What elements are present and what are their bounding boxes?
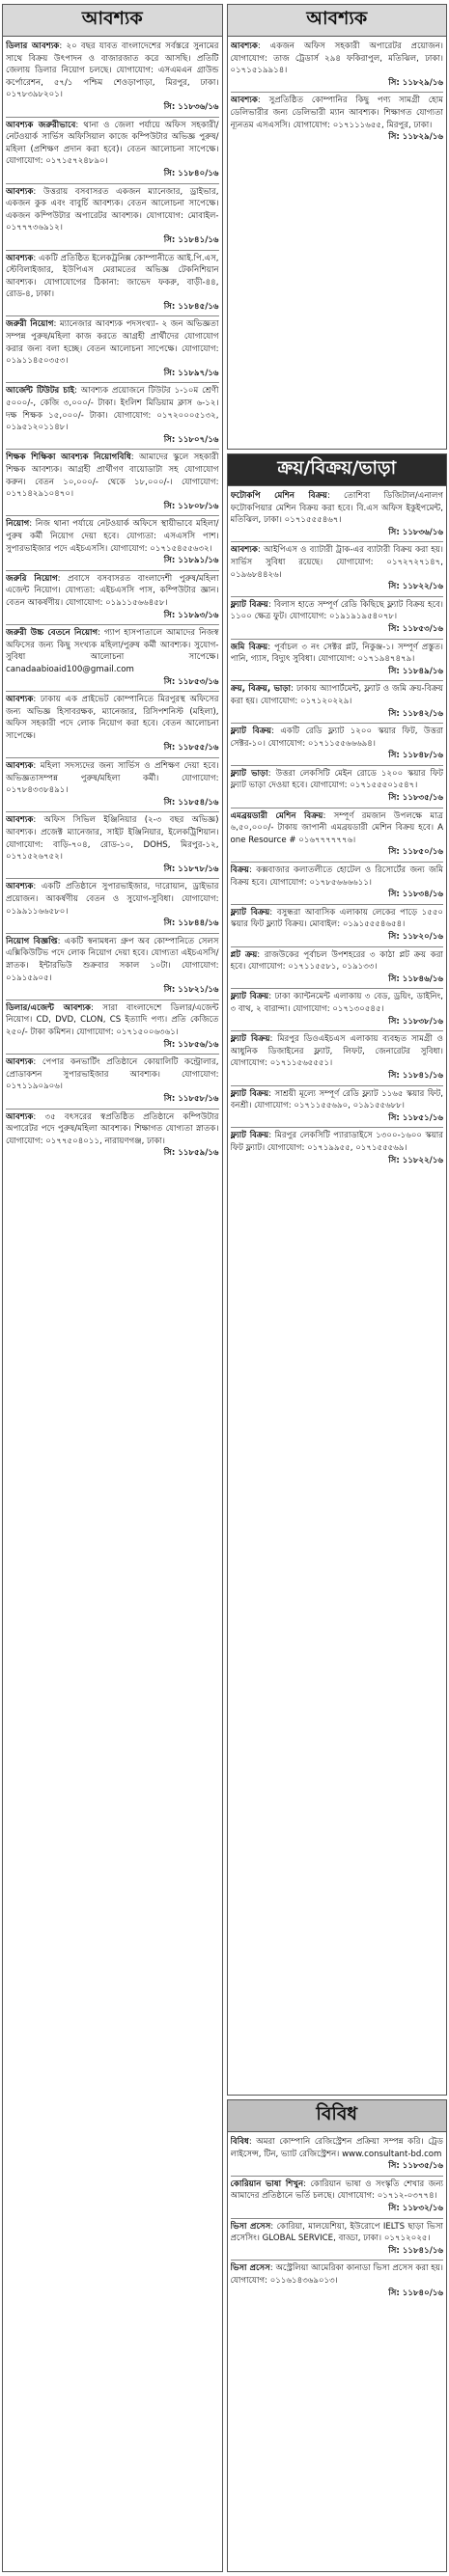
right-top-ad-list [228, 37, 447, 149]
ad-body: : একজন অফিস সহকারী অপারেটর প্রয়োজন। যোগাযোগ: তাজ ট্রেডার্স ২৯৪ ফকিরাপুল, মতিঝিল, ঢাকা। ০১৭১৫১৯৯১৪। [230, 41, 443, 76]
classified-ad [6, 516, 219, 570]
classified-ad [231, 2219, 444, 2261]
ad-body: : নিজ থানা পর্যায়ে নেটওয়ার্ক অফিসে স্থায়ীভাবে মহিলা/পুরুষ কর্মী নিয়োগ দেয়া হবে। যোগ্যতা: এসএসসি পাশ। সুপারভাইজার পদে এইচএসসি। যোগাযোগ: ০১৭১৫৪৫৫৬৩২। [6, 519, 219, 554]
ad-body: : একটি রেডি ফ্ল্যাট ১২০০ স্কয়ার ফিট, উত্তরা সেক্টর-১০। যোগাযোগ: ০১৭১১৫৫৬৬৬৯৪। [230, 726, 443, 749]
ad-code: সি: ১১৮৩৫/১৬ [388, 793, 443, 804]
ad-title: জমি বিক্রয় [230, 642, 268, 652]
ad-body: : সুপ্রতিষ্ঠিত কোম্পানির কিছু পণ্য সামগ্রী হোম ডেলিভারীর জন্য ডেলিভারী ম্যান আবশ্যক। শিক্ষাগত যোগ্যতা ন্যূনতম এসএসসি। যোগাযোগ: ০১৭১১১৬৫৫, মিরপুর, ঢাকা। [230, 96, 443, 130]
ad-title: ভিসা প্রসেস [230, 2263, 270, 2274]
ad-code: সি: ১১৮৫৪/১৬ [163, 797, 219, 808]
right-top-section [227, 4, 448, 450]
ad-body: : একটি স্বনামধন্য গ্রুপ অব কোম্পানিতে সেলস এক্সিকিউটিভ পদে লোক নিয়োগ দেয়া হবে। যোগ্যতা এইচএসসি/স্নাতক। ইন্টারভিউ শুক্রবার সকাল ১০টা। যোগাযোগ: ০১৯১৫৯০৫। [6, 936, 219, 983]
classified-ad [6, 934, 219, 1000]
ad-title: ডিলার/এজেন্ট আবশ্যক [6, 1002, 92, 1013]
ad-code: সি: ১১৮৫৩/১৬ [163, 676, 219, 687]
ad-title: আবশ্যক [6, 695, 34, 705]
ad-body: : বিলাস হাতে সম্পূর্ণ রেডি কিছিছে ফ্ল্যাট বিক্রয় হবে। ১১০০ ক্ষেত্র ফুট। যোগাযোগ: ০১৯১৯১৯৫৪০৭৮। [230, 599, 443, 622]
classified-ad [6, 625, 219, 692]
columns [2, 4, 447, 2572]
ad-body: : আমাদের স্কুলে সহকারী শিক্ষক আবশ্যক। আগ্রহী প্রার্থীগণ বায়োডাটা সহ যোগাযোগ করুন। বেতন ১০,০০০/- থেকে ১৮,০০০/-। যোগাযোগ: ০১৭১৪২৯১০৪৭০। [6, 452, 219, 500]
ad-code: সি: ১১৮৩৬/১৬ [388, 527, 443, 537]
ad-title: প্লট ক্রয় [230, 949, 258, 960]
ad-title: জরুরি নিয়োগ [6, 573, 58, 584]
right-top-section-header: আবশ্যক [228, 5, 447, 37]
ad-code: সি: ১১৮৪৯/১৬ [388, 666, 443, 676]
ad-title: ক্রয়, বিক্রয়, ভাড়া [230, 684, 291, 695]
ad-code: সি: ১১৮৩৬/১৬ [163, 101, 219, 112]
ad-body: : একটি প্রতিষ্ঠানে সুপারভাইজার, দারোয়ান, ড্রাইভার প্রয়োজন। আকর্ষণীয় বেতন ও সুযোগ-সুবিধা। যোগাযোগ: ০১৯৯১১৬৬৫৮০। [6, 882, 219, 917]
ad-code: সি: ১১৮০৭/১৬ [163, 434, 219, 445]
classified-ad [6, 1055, 219, 1109]
classified-ad [6, 184, 219, 251]
ad-code: সি: ১১৮২৯/১৬ [388, 77, 443, 88]
ad-body: : অফিস সিভিল ইঞ্জিনিয়ার (২-৩ বছর অভিজ্ঞ) আবশ্যক। প্রজেক্ট ম্যানেজার, সাইট ইঞ্জিনিয়ার, ইলেকট্রিশিয়ান। যোগাযোগ: বাড়ি-৭০৪, রোড-১০, DOHS, মিরপুর-১২, ০১৭১৫২৬৭৫২। [6, 815, 219, 863]
right-mid-section-header: ক্রয়/বিক্রয়/ভাড়া [228, 454, 447, 486]
ad-title: আবশ্যক জরুরীভাবে [6, 120, 76, 130]
classified-ad [231, 640, 444, 682]
ad-title: বিবিধ [230, 2137, 249, 2147]
ad-title: ফটোকপি মেশিন বিক্রয় [230, 491, 327, 501]
ad-code: সি: ১১৮৩৫/১৬ [388, 2161, 443, 2172]
ad-code: সি: ১১৮৩৪/১৬ [388, 890, 443, 900]
ad-code: সি: ১১৮৪২/১৬ [388, 708, 443, 719]
ad-title: নিয়োগ বিজ্ঞপ্তি [6, 936, 58, 946]
ad-body: : কোরিয়া, মালয়েশিয়া, ইউরোপে IELTS ছাড়া ভিসা প্রসেসিং। GLOBAL SERVICE, বাড্ডা, ঢাকা। ০১৭১২০২৫। [230, 2221, 443, 2244]
classified-ad [6, 758, 219, 812]
ad-title: ফ্ল্যাট বিক্রয় [230, 1034, 270, 1045]
ad-code: সি: ১১৮৭৮/১৬ [163, 863, 219, 874]
ad-code: সি: ১১৮৫৮/১৬ [163, 1093, 219, 1104]
ad-body: : আইপিএস ও ব্যাটারী ট্রাক-এর ব্যাটারী বিক্রয় করা হয়। সার্ভিস সুবিধা রয়েছে। যোগাযোগ: ০১৭২৭২৭১৪৭, ০১৯৬৮৪৪২৬। [230, 545, 443, 580]
ad-body: : অস্ট্রেলিয়া আমেরিকা কানাডা ভিসা প্রসেস করা হয়। যোগাযোগ: ০১১৬১৪৩৬৯০১৩। [230, 2263, 443, 2286]
ad-code: সি: ১১৮৪১/১৬ [388, 2245, 443, 2256]
ad-code: সি: ১১৮৪১/১৬ [388, 1070, 443, 1081]
classified-ad [231, 39, 444, 93]
ad-title: আবশ্যক [6, 882, 34, 892]
ad-body: : কক্সবাজার কলাতলীতে হোটেল ও রিসোর্টের জন্য জমি বিক্রয় হবে। যোগাযোগ: ০১৭৮৫৬৬৬৬১১। [230, 865, 443, 888]
ad-code: সি: ১১৮৫৫/১৬ [163, 743, 219, 754]
classified-ad [231, 724, 444, 766]
classified-ad [6, 251, 219, 317]
classified-ad [231, 989, 444, 1031]
ad-body: : থানা ও জেলা পর্যায়ে অফিস সহকারী/নেটওয়ার্ক সার্ভিস অফিসিয়াল কাজে কম্পিউটার অভিজ্ঞ পুরুষ/মহিলা (প্রশিক্ষণ প্রদান করা হবে)। বেতন আলোচনা সাপেক্ষে। যোগাযোগ: ০১৭১৫৭২৪৮৯০। [6, 120, 219, 167]
ad-code: সি: ১১৮২০/১৬ [388, 932, 443, 942]
right-column [227, 4, 448, 2572]
ad-title: ভিসা প্রসেস [230, 2221, 271, 2232]
classified-ad [231, 2134, 444, 2177]
ad-code: সি: ১১৮৪৮/১৬ [388, 751, 443, 761]
classified-ad [231, 488, 444, 542]
ad-code: সি: ১১৮০৮/১৬ [163, 501, 219, 511]
ad-body: : আবশ্যক প্রয়োজনে টিউটর ১-১০ম শ্রেণী ৫০০০/-, কেজি ৩,০০০/- টাকা। ইংলিশ মিডিয়াম ক্লাস ৬-১২। দক্ষ শিক্ষক ১৫,০০০/- টাকা। যোগাযোগ: ০১৭২০০০৫১৩২, ০১৯৫১২০১১৪৮। [6, 386, 219, 433]
left-ad-list [3, 37, 222, 1165]
classified-ad [231, 542, 444, 596]
ad-title: ফ্ল্যাট বিক্রয় [230, 907, 270, 918]
ad-body: : উত্তরায় বসবাসরত একজন ম্যানেজার, ড্রাইভার, একজন কুক এবং বাবুর্চি আবশ্যক। বেতন আলোচনা সাপেক্ষে। একজন কম্পিউটার অপারেটর আবশ্যক। যোগাযোগ: মোবাইল- ০১৭৭৭৩৬৯১২। [6, 186, 219, 233]
classified-ad [6, 383, 219, 450]
ad-code: সি: ১১৮৪০/১৬ [388, 2288, 443, 2298]
left-column [2, 4, 223, 2572]
ad-title: ফ্ল্যাট বিক্রয় [230, 1131, 269, 1141]
classified-ad [231, 808, 444, 863]
classified-ad [231, 766, 444, 808]
ad-code: সি: ১১৮৫০/১৬ [388, 847, 443, 858]
ad-body: : অমরা কোম্পানি রেজিস্ট্রেশন প্রক্রিয়া সম্পন্ন করি। ট্রেড লাইসেন্স, টিন, ভ্যাট রেজিস্ট্রেশন। www.consultant-bd.com [230, 2137, 443, 2159]
ad-body: : বসুন্ধরা আবাসিক এলাকায় লেকের পাড়ে ১৫৫০ স্কয়ার ফিট ফ্ল্যাট বিক্রয়। মোবাইল: ০১৯১৫৫৫৪৬৫৪। [230, 907, 443, 930]
ad-code: সি: ১১৮৩২/১৬ [388, 2203, 443, 2213]
right-bottom-section-header: বিবিধ [228, 2100, 447, 2132]
left-section-header: আবশ্যক [3, 5, 222, 37]
right-mid-ad-list [228, 486, 447, 1171]
ad-body: : সম্পূর্ণ রমজান উপলক্ষে মাত্র ৬,৫০,০০০/- টাকায় জাপানী এমব্রয়ডারী মেশিন বিক্রয় হবে। A one Resource # ০১৬৭৭৭৭৭৭৬। [230, 810, 443, 845]
classified-ad [231, 1086, 444, 1129]
ad-title: বিক্রয় [230, 865, 249, 876]
ad-body: : একটি প্রতিষ্ঠিত ইলেকট্রনিক্স কোম্পানীতে আই.পি.এস, স্টেবিলাইজার, ইউপিএস মেরামতের অভিজ্ঞ টেকনিশিয়ান আবশ্যক। যোগাযোগের ঠিকানা: জাভেদ ফকরু, বাড়ী-৪৪, রোড-৪, ঢাকা। [6, 253, 219, 300]
ad-body: : পূর্বাচল ৩ নং সেক্টর প্লট, নিকুঞ্জ-১। সম্পূর্ণ প্রস্তুত। পানি, গ্যাস, বিদ্যুৎ সুবিধা। যোগাযোগ: ০১৭১৯৪৭৪৭৯। [230, 642, 443, 665]
ad-body: : ৩৫ বৎসরের স্বপ্রতিষ্ঠিত প্রতিষ্ঠানে কম্পিউটার অপারেটর পদে পুরুষ/মহিলা আবশ্যক। শিক্ষাগত যোগ্যতা স্নাতক। যোগাযোগ: ০১৭৭৫০৪০১১, নারায়ণগঞ্জ, ঢাকা। [6, 1111, 219, 1146]
ad-code: সি: ১১৮৯৭/১৬ [163, 368, 219, 378]
ad-title: ফ্ল্যাট বিক্রয় [230, 1088, 269, 1099]
ad-code: সি: ১১৮৫৩/১৬ [388, 623, 443, 634]
classified-ad [231, 905, 444, 947]
classified-ad [231, 863, 444, 905]
ad-title: আবশ্যক [230, 41, 258, 51]
classified-ad [6, 879, 219, 933]
right-bottom-section [227, 2099, 448, 2572]
classified-ad [231, 93, 444, 146]
classified-ad [6, 692, 219, 758]
ad-title: ফ্ল্যাট বিক্রয় [230, 599, 268, 610]
ad-title: আবশ্যক [6, 761, 34, 772]
classified-ad [6, 118, 219, 184]
right-mid-section [227, 453, 448, 2096]
ad-title: কোরিয়ান ভাষা শিখুন [230, 2179, 304, 2189]
ad-body: : মহিলা সদস্যদের জন্য সার্ভিস ও প্রশিক্ষণ দেয়া হবে। অভিজ্ঞতাসম্পন্ন পুরুষ/মহিলা কর্মী। যোগাযোগ: ০১৭৮৪৩৩৮৪৯১। [6, 761, 219, 796]
ad-title: আবশ্যক [230, 545, 258, 556]
ad-title: আবশ্যক [230, 96, 258, 106]
ad-code: সি: ১১৮৫৯/১৬ [163, 1148, 219, 1159]
ad-title: আবশ্যক [6, 1057, 34, 1068]
ad-body: : ২০ বছর যাবত বাংলাদেশের সর্বস্তরে সুনামের সাথে বিক্রয় উৎপাদন ও বাজারজাত করে আসছি। প্রতিটি জেলায় ডিলার নিয়োগ চলছে। যোগাযোগ: এসএমএন গ্রাউন্ড কর্পোরেশন, ৫৭/১ পশ্চিম শেওড়াপাড়া, মিরপুর, ঢাকা। ০১৭৮৩৯৮২০১। [6, 41, 219, 100]
classified-ad [231, 681, 444, 724]
ad-title: এমব্রয়ডারী মেশিন বিক্রয় [230, 810, 323, 821]
classified-ad [231, 2261, 444, 2302]
ad-title: ফ্ল্যাট বিক্রয় [230, 726, 272, 737]
classified-ad [6, 812, 219, 879]
ad-body: : ঢাকা ক্যান্টনমেন্ট এলাকায় ৩ বেড, ড্রয়িং, ডাইনিং, ৩ বাথ, ২ বারান্দা। যোগাযোগ: ০১৭১৩০৫৪৫। [230, 992, 443, 1014]
ad-code: সি: ১১৮৪১/১৬ [163, 234, 219, 245]
ad-body: : ঢাকায় অ্যাপার্টমেন্ট, ফ্ল্যাট ও জমি ক্রয়-বিক্রয় করা হয়। যোগাযোগ: ০১৭১২০২২৯। [230, 684, 443, 706]
ad-body: : সারা বাংলাদেশে ডিলার/এজেন্ট নিয়োগ। CD, DVD, CLON, CS ইত্যাদি পণ্য। প্রতি কেজিতে ২৫০/- টাকা কমিশন। যোগাযোগ: ০১৭১৫০০৬৩৬১। [6, 1002, 219, 1037]
ad-title: ফ্ল্যাট বিক্রয় [230, 992, 269, 1002]
right-bottom-ad-list [228, 2132, 447, 2304]
classified-ad [6, 39, 219, 118]
ad-body: : তোশিবা ডিজিটাল/এনালগ ফটোকপিয়ার মেশিন বিক্রয় করা হবে। বি.এস অফিস ইকুইপমেন্ট, মতিঝিল, ঢাকা। ০১৭১৫৫৫৪৬৭। [230, 491, 443, 526]
ad-code: সি: ১১৮৯৩/১৬ [163, 610, 219, 620]
ad-title: আর্জেন্ট টিউটর চাই [6, 386, 74, 397]
ad-title: আবশ্যক [6, 253, 34, 263]
ad-code: সি: ১১৮৫৬/১৬ [163, 1039, 219, 1050]
ad-title: আবশ্যক [6, 186, 34, 197]
ad-code: সি: ১১৮৩৮/১৬ [388, 1016, 443, 1027]
ad-code: সি: ১১৮৪৪/১৬ [163, 918, 219, 929]
left-section [2, 4, 223, 2572]
classified-ad [231, 947, 444, 990]
ad-code: সি: ১১৮২২/১৬ [388, 1155, 443, 1165]
ad-code: সি: ১১৮৫১/১৬ [388, 1112, 443, 1123]
ad-body: : সাশ্রয়ী মূল্যে সম্পূর্ণ রেডি ফ্ল্যাট ১১৬৫ স্কয়ার ফিট, বনশ্রী। যোগাযোগ: ০১৭১১৫৫৬৯০, ০১৯১৫৫৬৮৮। [230, 1088, 443, 1111]
ad-body: : মিরপুর ডিওএইচএস এলাকায় ব্যবহৃত সামগ্রী ও আধুনিক ডিজাইনের ফ্ল্যাট, লিফট, জেনারেটর সুবিধা। যোগাযোগ: ০১৭১১৫৬৫৫৫১। [230, 1034, 443, 1069]
ad-body: : ম্যানেজার আবশ্যক পদসংখ্যা- ২ জন অভিজ্ঞতা সম্পন্ন পুরুষ/মহিলা কাজ করতে আগ্রহী প্রার্থীদের যোগাযোগ করার জন্য বলা হচ্ছে। বেতন আলোচনা সাপেক্ষে। যোগাযোগ: ০১৯১১৪৫০৩৫৩। [6, 319, 219, 367]
ad-title: ফ্ল্যাট ভাড়া [230, 768, 268, 779]
ad-body: : প্রবাসে বসবাসরত বাংলাদেশী পুরুষ/মহিলা এজেন্ট নিয়োগ। যোগ্যতা: এইচএসসি পাস, কম্পিউটার জ্ঞান। বেতন আকর্ষণীয়। যোগাযোগ: ০১৯১১৫৬৬৪৫৮। [6, 573, 219, 608]
ad-code: সি: ১১৮৪৬/১৬ [388, 973, 443, 984]
classified-ad [231, 597, 444, 640]
ad-code: সি: ১১৮৪০/১৬ [163, 168, 219, 178]
ad-body: : রাজউকের পূর্বাচল উপশহরের ৩ কাঠা প্লট ক্রয় করা হবে। যোগাযোগ: ০১৭১১৫৫৮১, ০১৯১৩৩। [230, 949, 443, 973]
ad-body: : উত্তরা লেকসিটি মেইন রোডে ১২০০ স্কয়ার ফিট ফ্ল্যাট ভাড়া দেওয়া হবে। যোগাযোগ: ০১৭১৫৫৫০১৫৪৭। [230, 768, 443, 791]
ad-title: জরুরী উচ্চ বেতনে নিয়োগ [6, 628, 98, 639]
ad-title: আবশ্যক [6, 1111, 34, 1122]
ad-code: সি: ১১৮৪৫/১৬ [163, 301, 219, 312]
ad-body: : গ্যাপ হাসপাতালে আমাদের নিজস্ব অফিসের জন্য কিছু সংখ্যক মহিলা/পুরুষ কর্মী আবশ্যক। সুযোগ-সুবিধা আলোচনা সাপেক্ষে। canadaabioaid100@gmail.com [6, 628, 219, 674]
ad-title: ডিলার আবশ্যক [6, 41, 60, 51]
classified-ad [6, 1000, 219, 1055]
classified-ad [6, 316, 219, 383]
classified-ad [231, 1128, 444, 1169]
ad-title: শিক্ষক শিক্ষিকা আবশ্যক নিয়োগবিধি [6, 452, 131, 463]
ad-title: আবশ্যক [6, 815, 34, 826]
ad-body: : পেপার কনভার্টিং প্রতিষ্ঠানে কোয়ালিটি কন্ট্রোলার, প্রোডাকশন সুপারভাইজার আবশ্যক। যোগাযোগ: ০১৭১১৯০৯০৬। [6, 1057, 219, 1092]
ad-title: জরুরী নিয়োগ [6, 319, 54, 330]
ad-code: সি: ১১৮২৯/১৬ [388, 132, 443, 143]
ad-code: সি: ১১৮৯১/১৬ [163, 556, 219, 566]
classified-ad [231, 1031, 444, 1085]
ad-code: সি: ১১৮২১/১৬ [163, 985, 219, 996]
classified-ad [6, 1110, 219, 1163]
classified-ad [6, 450, 219, 516]
ad-title: নিয়োগ [6, 519, 30, 530]
classified-ad [6, 571, 219, 625]
classified-ad [231, 2177, 444, 2219]
ad-body: : কোরিয়ান ভাষা ও সংস্কৃতি শেখার জন্য আমাদের প্রতিষ্ঠানে ভর্তি চলছে। যোগাযোগ: ০১৭১২-০৩৭৭৪। [230, 2179, 443, 2202]
ad-body: : মিরপুর লেকসিটি প্যারাডাইসে ১৩০০-১৬০০ স্কয়ার ফিট ফ্ল্যাট। যোগাযোগ: ০১৭১৯৯৫৫, ০১৭১৫৫৫৬৯। [230, 1131, 443, 1153]
ad-body: : ঢাকায় এক প্রাইভেট কোম্পানিতে মিরপুরস্থ অফিসের জন্য অভিজ্ঞ হিসাবরক্ষক, ম্যানেজার, রিসিপশনিস্ট (মহিলা), অফিস সহকারী পদে লোক নিয়োগ করা হবে। বেতন আলোচনা সাপেক্ষে। [6, 695, 219, 741]
ad-code: সি: ১১৮২২/১৬ [388, 582, 443, 592]
